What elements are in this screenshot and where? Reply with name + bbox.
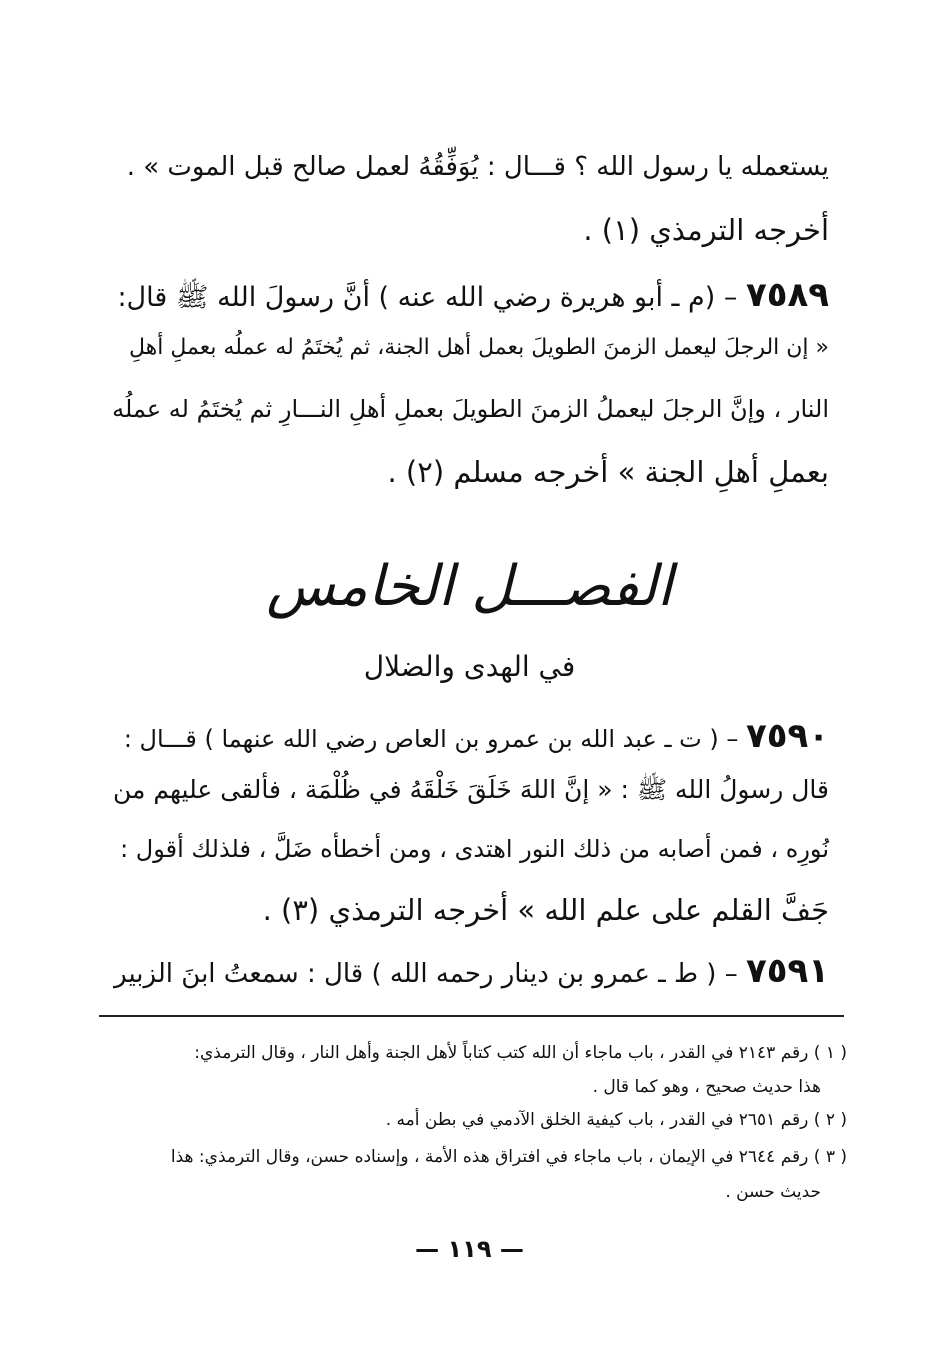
hadith-number-7591: ٧٥٩١ bbox=[745, 951, 829, 991]
hadith-7591-text-1: – ( ط ـ عمرو بن دينار رحمه الله ) قال : سمعتُ ابنَ الزبير bbox=[114, 959, 738, 989]
hadith-7589-line-3: النار ، وإنَّ الرجلَ ليعملُ الزمنَ الطويلَ بعملِ أهلِ النـــارِ ثم يُختَمُ له عملُه bbox=[112, 395, 829, 423]
footnote-2-line-1: ( ٢ ) رقم ٢٦٥١ في القدر ، باب كيفية الخلق الآدمي في بطن أمه . bbox=[385, 1110, 847, 1130]
hadith-7589-line-4: بعملِ أهلِ الجنة » أخرجه مسلم (٢) . bbox=[387, 455, 829, 489]
hadith-7590-line-4: جَفَّ القلم على علم الله » أخرجه الترمذي (٣) . bbox=[262, 893, 829, 927]
hadith-7590-text-1: – ( ت ـ عبد الله بن عمرو بن العاص رضي الله عنهما ) قـــال : bbox=[123, 725, 739, 753]
chapter-title: الفصـــل الخامس bbox=[266, 554, 673, 619]
page-number: — ١١٩ — bbox=[415, 1235, 524, 1263]
hadith-number-7589: ٧٥٨٩ bbox=[745, 275, 829, 315]
hadith-7590-line-1 bbox=[124, 716, 829, 757]
hadith-7590-line-3: نُورِه ، فمن أصابه من ذلك النور اهتدى ، ومن أخطأه ضَلَّ ، فلذلك أقول : bbox=[120, 835, 829, 863]
hadith-7590-line-2: قال رسولُ الله ﷺ : « إنَّ اللهَ خَلَقَ خَلْقَهُ في ظُلْمَة ، فألقى عليهم من bbox=[113, 775, 829, 804]
body-line-2: أخرجه الترمذي (١) . bbox=[583, 213, 829, 247]
footnote-1-line-2: هذا حديث صحيح ، وهو كما قال . bbox=[592, 1077, 821, 1097]
footnote-separator bbox=[99, 1015, 844, 1017]
hadith-7589-line-1 bbox=[117, 275, 829, 316]
footnote-1-line-1: ( ١ ) رقم ٢١٤٣ في القدر ، باب ماجاء أن الله كتب كتاباً لأهل الجنة وأهل النار ، وقال الترمذي: bbox=[194, 1043, 847, 1063]
hadith-7589-text-1: – (م ـ أبو هريرة رضي الله عنه ) أنَّ رسولَ الله ﷺ قال: bbox=[117, 282, 738, 313]
hadith-number-7590: ٧٥٩٠ bbox=[745, 716, 829, 756]
footnote-3-line-1: ( ٣ ) رقم ٢٦٤٤ في الإيمان ، باب ماجاء في افتراق هذه الأمة ، وإسناده حسن، وقال الترمذي: هذا bbox=[170, 1147, 847, 1167]
hadith-7589-line-2: « إن الرجلَ ليعمل الزمنَ الطويلَ بعمل أهل الجنة، ثم يُختَمُ له عملُه بعملِ أهلِ bbox=[128, 335, 829, 360]
body-line-1: يستعمله يا رسول الله ؟ قـــال : يُوَفِّقُهُ لعمل صالح قبل الموت » . bbox=[126, 152, 829, 182]
footnote-3-line-2: حديث حسن . bbox=[725, 1182, 821, 1202]
chapter-subtitle: في الهدى والضلال bbox=[363, 650, 576, 683]
hadith-7591-line-1 bbox=[114, 951, 829, 992]
